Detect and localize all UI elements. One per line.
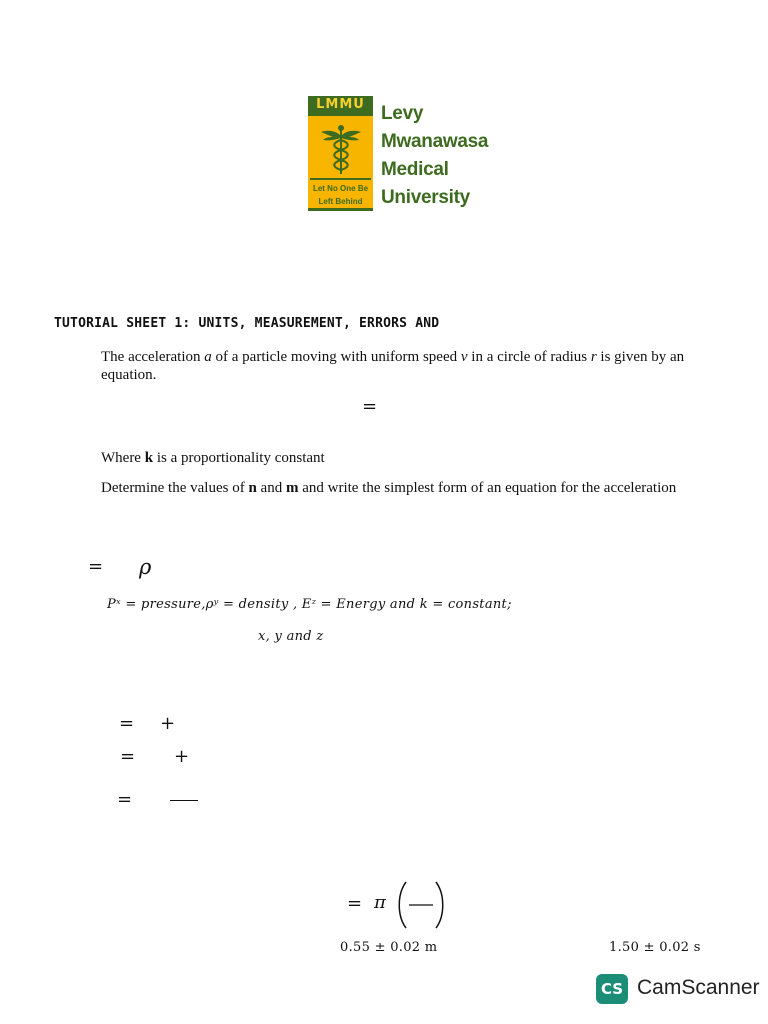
camscanner-watermark: CamScanner <box>637 976 760 999</box>
q2-equation-equals: = <box>88 556 104 577</box>
logo-motto <box>308 182 373 208</box>
q1-var-a: a <box>204 349 212 365</box>
q3-line1-plus: + <box>160 713 176 734</box>
q3-line2-equals: = <box>120 746 136 767</box>
university-name <box>381 100 488 212</box>
q1-intro-post: is given by an equation. <box>101 349 685 383</box>
q1-intro-pre: The acceleration <box>101 349 205 365</box>
caduceus-icon <box>320 122 362 174</box>
page-title: TUTORIAL SHEET 1: UNITS, MEASUREMENT, ERRORS AND <box>54 316 440 331</box>
q3-line2-plus: + <box>174 746 190 767</box>
logo-divider <box>310 178 371 180</box>
q3-line1-equals: = <box>119 713 135 734</box>
q2-rho-symbol: ρ <box>139 555 152 579</box>
camscanner-logo-icon: CS <box>596 974 628 1004</box>
q1-var-k: k <box>144 450 154 466</box>
q1-intro-mid2: in a circle of radius <box>467 349 591 365</box>
logo-motto-line1: Let No One Be <box>312 184 369 193</box>
q1-where-post: is a proportionality constant <box>153 450 325 466</box>
q1-determine-and: and <box>256 480 286 496</box>
q1-var-m: m <box>285 480 299 496</box>
logo-motto-line2: Left Behind <box>318 197 363 206</box>
q3-fraction-bar <box>170 800 198 801</box>
question-1-intro <box>101 348 716 384</box>
university-name-line3: Medical <box>381 159 449 180</box>
q4-pi-symbol: π <box>374 892 386 913</box>
q1-var-n: n <box>248 480 257 496</box>
q1-var-r: r <box>590 349 597 365</box>
logo-abbreviation: LMMU <box>316 97 365 112</box>
question-1-task <box>101 479 676 497</box>
q4-parenthesized-fraction <box>396 880 446 930</box>
q1-determine-post: and write the simplest form of an equation for the acceleration <box>298 480 677 496</box>
university-name-line1: Levy <box>381 103 424 124</box>
q3-line3-equals: = <box>117 789 133 810</box>
university-name-line2: Mwanawasa <box>381 131 489 152</box>
question-1-where <box>101 449 325 467</box>
university-logo <box>308 96 373 211</box>
q1-where-pre: Where <box>101 450 145 466</box>
q4-time-measurement: 1.50 ± 0.02 s <box>609 940 701 955</box>
q1-intro-mid1: of a particle moving with uniform speed <box>211 349 461 365</box>
university-name-line4: University <box>381 187 470 208</box>
q1-equation-equals: = <box>362 396 378 417</box>
q4-equals: = <box>347 893 363 914</box>
q4-length-measurement: 0.55 ± 0.02 m <box>340 940 438 955</box>
q1-determine-pre: Determine the values of <box>101 480 249 496</box>
q1-var-v: v <box>460 349 468 365</box>
q2-definitions: Pˣ = pressure,ρʸ = density , Eᶻ = Energy and k = constant; <box>107 597 512 612</box>
q2-variables: x, y and z <box>258 629 324 644</box>
